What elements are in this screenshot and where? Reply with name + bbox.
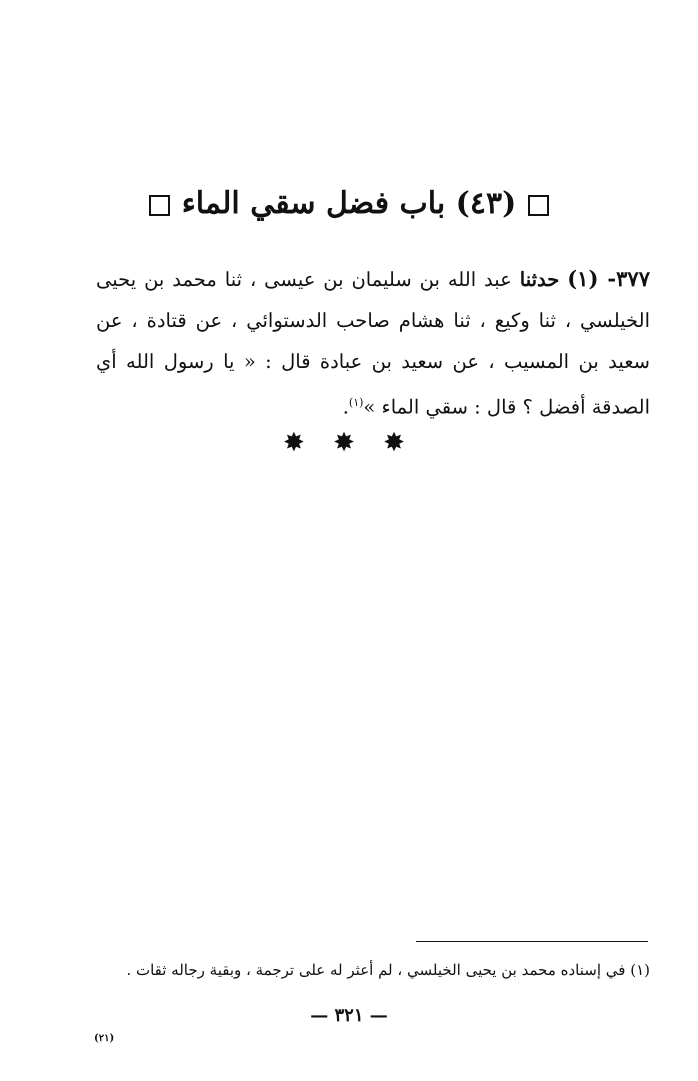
hadith-number: ٣٧٧- (١) (567, 266, 650, 291)
chapter-title: باب فضل سقي الماء (181, 186, 446, 221)
hadith-end: . (342, 395, 349, 419)
footnote-divider (416, 941, 648, 942)
footnote-reference: (١) (348, 396, 364, 409)
hadith-text: عبد الله بن سليمان بن عيسى ، ثنا محمد بن يحيى الخيلسي ، ثنا وكيع ، ثنا هشام صاحب الدستوائي ، عن قتادة ، عن سعيد بن المسيب ، عن سعيد بن عبادة قال : « يا رسول الله أي الصدقة أفضل ؟ قال : سقي الماء » (96, 268, 650, 419)
section-separator: ✸ ✸ ✸ (283, 428, 415, 458)
page-number: — ٣٢١ — (310, 1005, 388, 1026)
footnote-marker: (١) (630, 961, 650, 979)
square-ornament-icon (528, 195, 549, 216)
footnote (60, 957, 650, 983)
footnote-text: في إسناده محمد بن يحيى الخيلسي ، لم أعثر له على ترجمة ، وبقية رجاله ثقات . (126, 961, 626, 979)
hadith-paragraph (96, 258, 650, 428)
chapter-number: (٤٣) (455, 186, 517, 221)
chapter-heading (0, 182, 698, 226)
printer-signature: (٢١) (94, 1033, 115, 1044)
hadith-opening-word: حدثنا (519, 268, 560, 291)
square-ornament-icon (149, 195, 170, 216)
